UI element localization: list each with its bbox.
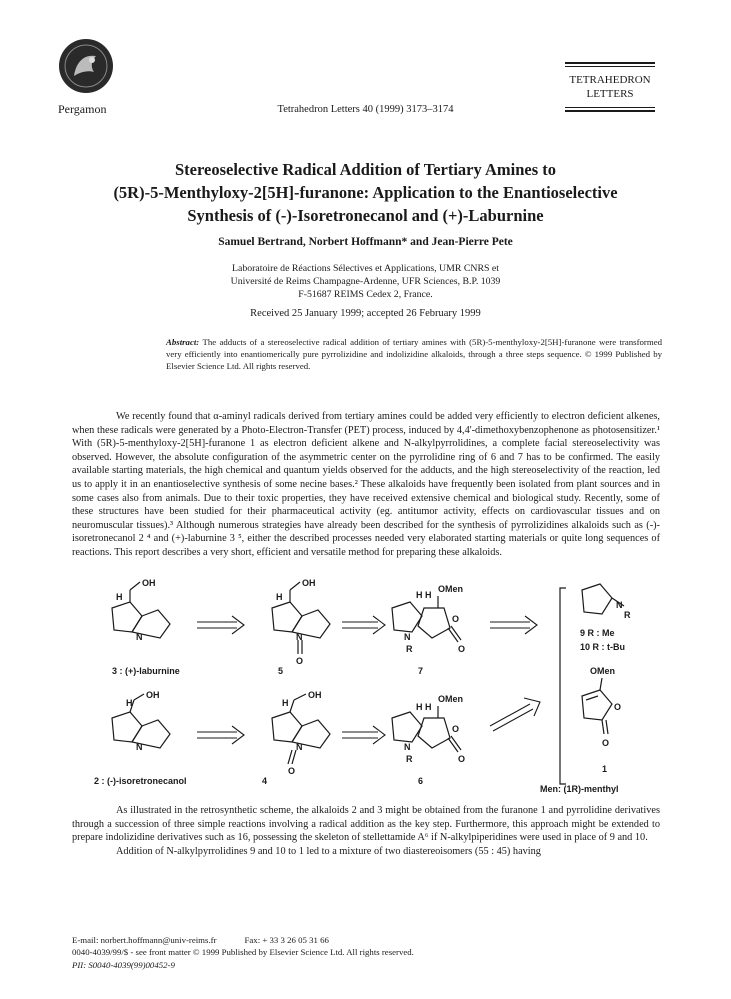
contact-row [72, 934, 632, 946]
journal-name-line1: TETRAHEDRON [569, 74, 651, 86]
retro-arrow-4 [342, 726, 385, 744]
top-rule-thin [565, 66, 655, 67]
affiliation-line-2: Université de Reims Champagne-Ardenne, UFR Sciences, B.P. 1039 [230, 276, 501, 287]
body-paragraph-3: Addition of N-alkylpyrrolidines 9 and 10 to 1 led to a mixture of two diastereoisomers (55 : 45) having [116, 845, 541, 857]
atom-h-3: H [116, 592, 123, 602]
atom-oh-3: OH [142, 578, 156, 588]
atom-hh-7: H H [416, 590, 432, 600]
label-compound-10: 10 R : t-Bu [580, 642, 625, 652]
atom-o-ring-1: O [614, 702, 622, 712]
structure-4 [272, 694, 330, 764]
body-paragraph-1: We recently found that α-aminyl radicals derived from tertiary amines could be added very efficiently to electron deficient alkenes, when these radicals were generated by a Photo-Electron-Transfer (PET) process, induced by 4,4'-dimethoxybenzophenone as photosensitizer.¹ With (5R)-5-menthyloxy-2[5H]-furanone 1 as electron deficient alkene and N-alkylpyrrolidines, a complete facial stereoselectivity was observed. However, the absolute configuration of the asymmetric center on the pyrrolidine ring of 6 and 7 has to be confirmed. The easily available starting materials, the high chemical and quantum yields observed for the adducts, and the high stereoselectivity of the reaction, led us to apply it in an enantioselective synthesis of some necine bases.² These alkaloids have frequently been isolated from plant sources and in some cases also from animals. Due to their toxic properties, they have received extensive chemical and biological study. Recently, some of these structures have been studied for their pharmaceutical activity (eg. antitumor activity, effects on cardiovascular tissues and on neuromuscular tissues).³ Although numerous strategies have already been described for the synthesis of pyrrolizidines alkaloids such as (-)-isoretronecanol 2 ⁴ and (+)-laburnine 3 ⁵, either the described processes needed very elaborated starting materials or quite long sequences of reactions. This report describes a very short, efficient and versatile method for preparing these alkaloids. [72, 411, 660, 558]
label-compound-9: 9 R : Me [580, 628, 615, 638]
atom-oh-5: OH [302, 578, 316, 588]
body-paragraphs-2-3 [72, 804, 660, 858]
atom-o-7: O [458, 644, 466, 654]
atom-n-2: N [136, 742, 143, 752]
title-line-1: Stereoselective Radical Addition of Tertiary Amines to [175, 160, 556, 179]
label-compound-3: 3 : (+)-laburnine [112, 666, 180, 676]
atom-h-4: H [282, 698, 289, 708]
publisher-name: Pergamon [58, 102, 107, 116]
journal-citation: Tetrahedron Letters 40 (1999) 3173–3174 [277, 104, 454, 115]
retro-arrow-5 [490, 616, 537, 634]
atom-n-3: N [136, 632, 143, 642]
atom-o-6: O [458, 754, 466, 764]
menthyl-definition: Men: (1R)-menthyl [540, 784, 619, 794]
retro-arrow-2 [197, 726, 244, 744]
atom-n-6: N [404, 742, 411, 752]
email: E-mail: norbert.hoffmann@univ-reims.fr [72, 935, 217, 945]
structure-7 [392, 596, 461, 642]
structure-6 [392, 706, 461, 752]
atom-o-5: O [296, 656, 304, 666]
article-title [60, 158, 671, 227]
pergamon-logo [58, 38, 114, 94]
affiliation-line-3: F-51687 REIMS Cedex 2, France. [298, 289, 433, 300]
received-dates: Received 25 January 1999; accepted 26 February 1999 [250, 308, 481, 319]
structure-3 [112, 582, 170, 638]
atom-h-5: H [276, 592, 283, 602]
retro-arrow-6 [490, 698, 540, 731]
affiliation-line-1: Laboratoire de Réactions Sélectives et Applications, UMR CNRS et [232, 263, 499, 274]
label-compound-1: 1 [602, 764, 608, 774]
atom-r-6: R [406, 754, 413, 764]
journal-name [565, 73, 655, 101]
body-paragraph-2: As illustrated in the retrosynthetic scheme, the alkaloids 2 and 3 might be obtained from the furanone 1 and pyrrolidine derivatives through a succession of three simple reactions involving a radical addition as the key step. Furthermore, this approach might be extended to prepare indolizidine derivatives such as 16, possessing the skeleton of stellettamide A⁶ if N-alkylpiperidines were used in place of 9 and 10. [72, 805, 660, 844]
footer [72, 934, 632, 971]
atom-omen-7: OMen [438, 584, 464, 594]
journal-name-box [565, 60, 655, 114]
retro-arrow-1 [197, 616, 244, 634]
label-compound-6: 6 [418, 776, 424, 786]
affiliation [0, 262, 731, 301]
label-compound-2: 2 : (-)-isoretronecanol [94, 776, 187, 786]
journal-name-line2: LETTERS [586, 88, 634, 100]
abstract-label: Abstract: [166, 337, 200, 347]
structure-2 [112, 694, 170, 748]
atom-r-9: R [624, 610, 631, 620]
atom-oh-2: OH [146, 690, 160, 700]
pii: PII: S0040-4039(99)00452-9 [72, 959, 175, 970]
structure-1 [582, 678, 612, 734]
atom-omen-6: OMen [438, 694, 464, 704]
atom-omen-1: OMen [590, 666, 616, 676]
bottom-rule-thin [565, 107, 655, 108]
atom-h-2: H [126, 698, 133, 708]
atom-n-5: N [296, 632, 303, 642]
bracket [560, 588, 566, 784]
atom-o-4: O [288, 766, 296, 776]
label-compound-4: 4 [262, 776, 268, 786]
atom-r-7: R [406, 644, 413, 654]
copyright: 0040-4039/99/$ - see front matter © 1999 Published by Elsevier Science Ltd. All rights reserved. [72, 947, 414, 958]
fax: Fax: + 33 3 26 05 31 66 [244, 935, 329, 945]
atom-n-9: N [616, 600, 623, 610]
atom-n-7: N [404, 632, 411, 642]
top-rule [565, 62, 655, 64]
atom-n-4: N [296, 742, 303, 752]
label-compound-5: 5 [278, 666, 284, 676]
retro-arrow-3 [342, 616, 385, 634]
atom-o-ring-7: O [452, 614, 460, 624]
abstract-text: The adducts of a stereoselective radical addition of tertiary amines with (5R)-5-menthyloxy-2[5H]-furanone were transformed very efficiently into enantiomerically pure pyrrolizidine and indolizidine alkaloids, through a three steps sequence. © 1999 Published by Elsevier Science Ltd. All rights reserved. [166, 337, 662, 371]
title-line-3: Synthesis of (-)-Isoretronecanol and (+)-Laburnine [187, 206, 544, 225]
atom-o-1: O [602, 738, 610, 748]
atom-o-ring-6: O [452, 724, 460, 734]
bottom-rule [565, 110, 655, 112]
authors: Samuel Bertrand, Norbert Hoffmann* and Jean-Pierre Pete [218, 236, 513, 248]
title-line-2: (5R)-5-Menthyloxy-2[5H]-furanone: Application to the Enantioselective [113, 183, 618, 202]
abstract [166, 336, 662, 372]
retrosynthetic-scheme [72, 578, 662, 804]
atom-hh-6: H H [416, 702, 432, 712]
label-compound-7: 7 [418, 666, 424, 676]
atom-oh-4: OH [308, 690, 322, 700]
